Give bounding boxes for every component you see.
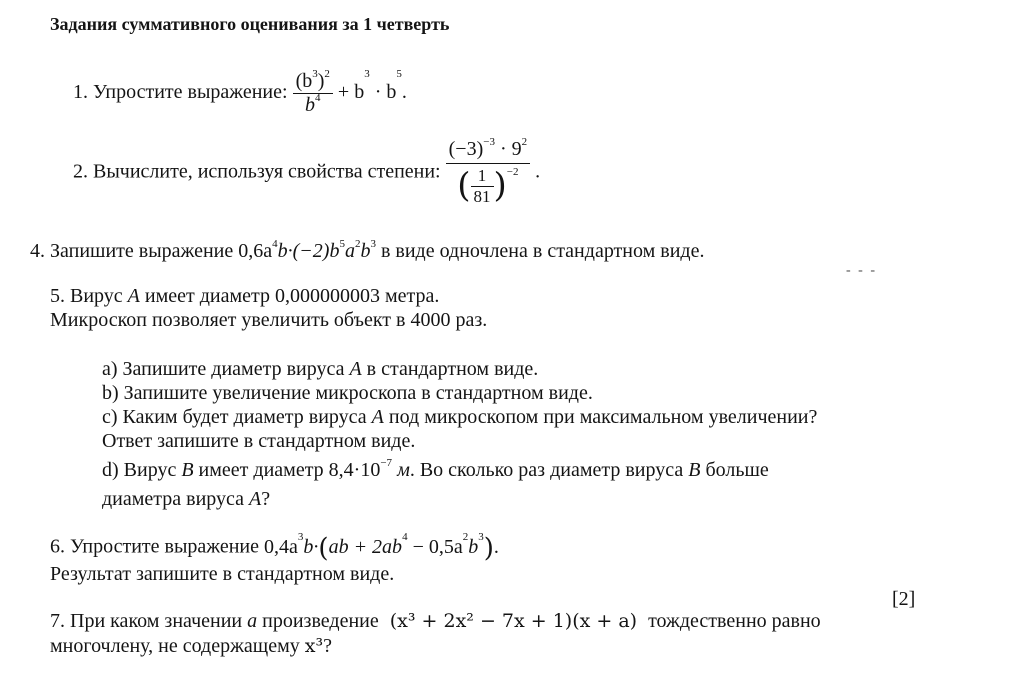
- t7-line2-a: многочлену, не содержащему: [50, 635, 300, 657]
- task-1-fraction: $\frac{(b^3)^2}{b^4}$: [293, 70, 333, 117]
- task-2-fraction: [446, 138, 531, 206]
- t6-expr-d: − 0,5a: [412, 535, 463, 558]
- num-b: · 9: [499, 138, 522, 160]
- num-b-exp: 2: [521, 136, 528, 148]
- den-paren-close: ): [493, 165, 507, 206]
- task-1-tail-b: · b: [374, 81, 397, 104]
- task-5-line-1: [50, 285, 439, 308]
- t6-c-exp: 4: [402, 531, 408, 543]
- t5-c-var: А: [371, 406, 384, 428]
- t6-a-exp: 3: [297, 531, 304, 543]
- t6-paren-open: (: [318, 533, 329, 563]
- t6-expr-a: 0,4a: [264, 535, 298, 558]
- expr-d: b: [360, 240, 371, 262]
- task-7: [50, 610, 821, 633]
- den-exp: 4: [315, 92, 321, 104]
- frac-den-base: b: [305, 94, 315, 116]
- b-exp: 5: [339, 238, 345, 250]
- task-5-line-2: Микроскоп позволяет увеличить объект в 4000 раз.: [50, 309, 488, 331]
- score-mark: [2]: [892, 588, 916, 610]
- a-exp: 4: [272, 238, 278, 250]
- t5-a-var: А: [349, 358, 362, 380]
- t5-d-pre: d) Вирус: [102, 459, 177, 481]
- task-5-a: [102, 358, 538, 381]
- expr-a: 0,6a: [238, 240, 273, 262]
- task-6: [50, 533, 499, 563]
- frac-num-base: (b: [295, 70, 313, 92]
- task-4: [30, 240, 704, 263]
- t5-d-exp: −7: [380, 457, 393, 469]
- task-4-expression: [238, 240, 381, 262]
- t5-d-line2-var: А: [249, 488, 262, 510]
- tail-b-exp: 5: [396, 68, 402, 80]
- c-exp: 2: [354, 238, 361, 250]
- num-outer-exp: 2: [324, 68, 330, 80]
- tail-a-exp: 3: [364, 68, 370, 80]
- t5-a-post: в стандартном виде.: [366, 358, 539, 380]
- den-inner-den: 81: [473, 186, 491, 206]
- t7-var: a: [247, 610, 258, 632]
- t5-d-var: В: [181, 459, 194, 481]
- t7-line2-expr: x³: [304, 635, 324, 657]
- t5-d-post-b: больше: [705, 459, 769, 481]
- t5-c-pre: c) Каким будет диаметр вируса: [102, 406, 367, 428]
- t5-d-unit: м: [397, 459, 410, 481]
- task-1-end: .: [401, 81, 407, 104]
- t5-d-var2: В: [688, 459, 701, 481]
- task-5-b: b) Запишите увеличение микроскопа в стандартном виде.: [102, 382, 593, 404]
- t5-d-line2-b: ?: [261, 488, 271, 510]
- t7-line2-b: ?: [323, 635, 332, 657]
- den-inner-fraction: [471, 166, 494, 206]
- task-5-c-line-2: Ответ запишите в стандартном виде.: [102, 430, 416, 452]
- num-a-exp: −3: [483, 136, 495, 148]
- den-paren-open: (: [457, 165, 471, 206]
- t7-label-b: произведение: [262, 610, 379, 632]
- t6-end: .: [493, 535, 499, 558]
- task-2: [73, 138, 540, 206]
- t6-d-exp: 2: [462, 531, 469, 543]
- task-5-c: [102, 406, 817, 429]
- task-6-label: 6. Упростите выражение: [50, 535, 260, 558]
- t5-line1-a: 5. Вирус: [50, 285, 123, 307]
- task-6-expression: [264, 531, 499, 563]
- task-5-d: [102, 459, 769, 482]
- page-title: Задания суммативного оценивания за 1 четверть: [50, 14, 450, 34]
- num-a: (−3): [448, 138, 484, 160]
- t7-expression: (x³ + 2x² − 7x + 1)(x + a): [389, 610, 638, 632]
- den-exp-2: −2: [506, 166, 519, 178]
- d-exp: 3: [370, 238, 376, 250]
- task-7-line-2: [50, 635, 332, 658]
- task-5-d-line-2: [102, 488, 270, 511]
- den-inner-num: 1: [471, 166, 494, 187]
- task-2-end: .: [535, 160, 541, 183]
- task-1: [73, 70, 407, 117]
- num-inner-exp: 3: [312, 68, 318, 80]
- t6-expr-e: b: [468, 535, 479, 558]
- task-1-label: 1. Упростите выражение:: [73, 81, 288, 104]
- t5-d-post-a: . Во сколько раз диаметр вируса: [409, 459, 684, 481]
- t6-expr-c: ab + 2ab: [328, 535, 403, 558]
- task-1-tail-a: + b: [337, 81, 365, 104]
- t5-line1-b: имеет диаметр 0,000000003 метра.: [144, 285, 440, 307]
- t7-label-a: 7. При каком значении: [50, 610, 243, 632]
- t5-line1-var: А: [127, 285, 140, 307]
- t6-expr-b: b·: [303, 535, 319, 558]
- t7-label-c: тождественно равно: [648, 610, 821, 632]
- dash-marks: - - -: [846, 263, 877, 278]
- expr-b: b·(−2)b: [277, 240, 340, 262]
- t6-e-exp: 3: [478, 531, 484, 543]
- t5-d-mid: имеет диаметр 8,4·10: [198, 459, 381, 481]
- task-2-label: 2. Вычислите, используя свойства степени:: [73, 160, 441, 183]
- expr-c: a: [344, 240, 355, 262]
- t5-a-pre: a) Запишите диаметр вируса: [102, 358, 345, 380]
- task-6-line-2: Результат запишите в стандартном виде.: [50, 563, 395, 585]
- t5-c-post: под микроскопом при максимальном увеличении?: [388, 406, 818, 428]
- task-4-tail: в виде одночлена в стандартном виде.: [380, 240, 705, 262]
- t5-d-line2-a: диаметра вируса: [102, 488, 245, 510]
- task-4-label: 4. Запишите выражение: [30, 240, 234, 262]
- t6-paren-close: ): [483, 533, 494, 563]
